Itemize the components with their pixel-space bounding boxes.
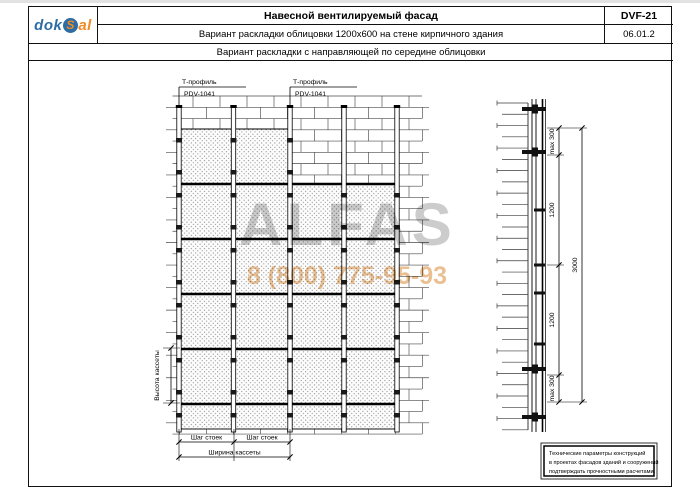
brick-wall-section	[497, 101, 528, 431]
dim-post-step-1: Шаг стоек	[190, 434, 223, 442]
note-line-2: в проектах фасадов зданий и сооружений	[549, 460, 659, 466]
dim-side-span-2: 1200	[549, 312, 556, 328]
sheet-title: Навесной вентилируемый фасад	[98, 7, 604, 25]
dim-side-total: 3000	[572, 257, 579, 273]
sheet-subtitle: Вариант раскладки облицовки 1200х600 на стене кирпичного здания	[98, 25, 604, 44]
t-profile-label-1-code: PDV-1041	[184, 91, 215, 98]
t-profile-label-1-name: Т-профиль	[182, 79, 217, 86]
t-profile-label-2-code: PDV-1041	[295, 91, 326, 98]
watermark-brand: ALFAS	[239, 191, 456, 258]
sheet-frame	[28, 6, 672, 487]
tech-note-box	[541, 443, 658, 479]
t-profile-label-2-name: Т-профиль	[293, 79, 328, 86]
dim-post-step-2: Шаг стоек	[246, 434, 278, 442]
watermark-phone: 8 (800) 775-95-93	[246, 262, 448, 290]
logo-text-dok: dok	[34, 16, 63, 34]
dim-side-span-1: 1200	[549, 202, 556, 218]
doksal-logo	[34, 17, 92, 34]
note-line-3: подтверждать прочностными расчетами.	[549, 469, 656, 475]
section-view-parts	[522, 99, 546, 432]
logo-s-icon: S	[63, 18, 78, 33]
window-edge-strip	[0, 0, 700, 3]
sheet-variant-line: Вариант раскладки с направляющей по середине облицовки	[29, 44, 673, 61]
dim-cassette-height: Высота кассеты	[154, 350, 161, 401]
note-line-1: Технические параметры конструкций	[549, 451, 646, 457]
logo-text-al: al	[78, 16, 92, 34]
dim-cassette-width: Ширина кассеты	[208, 449, 261, 457]
sheet-doc-number: 06.01.2	[604, 25, 673, 44]
dim-side-bottom-offset: max 300	[549, 375, 556, 402]
title-block-logo-cell	[29, 7, 98, 44]
sheet-code: DVF-21	[604, 7, 673, 25]
dim-side-top-offset: max 300	[549, 128, 556, 155]
facade-drawing	[29, 61, 673, 488]
